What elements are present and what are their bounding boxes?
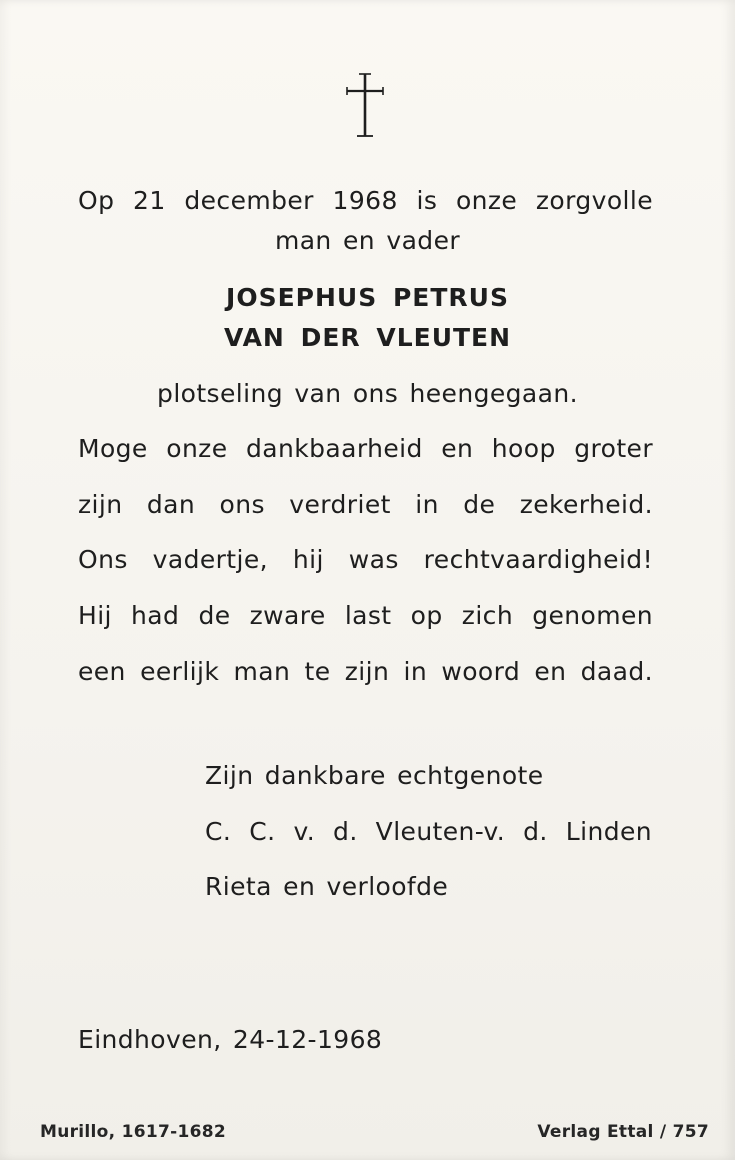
opening-line-2: man en vader (274, 226, 461, 255)
opening-line-1: Op 21 december 1968 is onze zorgvolle (78, 186, 653, 215)
deceased-name-first: JOSEPHUS PETRUS (226, 283, 509, 312)
signature-line-1: Zijn dankbare echtgenote (205, 761, 544, 790)
signature-line-2: C. C. v. d. Vleuten-v. d. Linden (205, 817, 652, 846)
verse-line-4: Hij had de zware last op zich genomen (78, 601, 653, 630)
passing-line: plotseling van ons heengegaan. (157, 379, 578, 408)
signature-line-3: Rieta en verloofde (205, 872, 449, 901)
verse-line-5: een eerlijk man te zijn in woord en daad. (78, 657, 653, 686)
verse-line-3: Ons vadertje, hij was rechtvaardigheid! (78, 545, 653, 574)
cross-icon (344, 72, 386, 138)
verse-line-2: zijn dan ons verdriet in de zekerheid. (78, 490, 653, 519)
verse-line-1: Moge onze dankbaarheid en hoop groter (78, 434, 653, 463)
publisher-credit: Verlag Ettal / 757 (537, 1122, 709, 1142)
artist-credit: Murillo, 1617-1682 (40, 1122, 227, 1142)
deceased-name-last: VAN DER VLEUTEN (223, 323, 512, 352)
place-date: Eindhoven, 24-12-1968 (78, 1025, 383, 1054)
